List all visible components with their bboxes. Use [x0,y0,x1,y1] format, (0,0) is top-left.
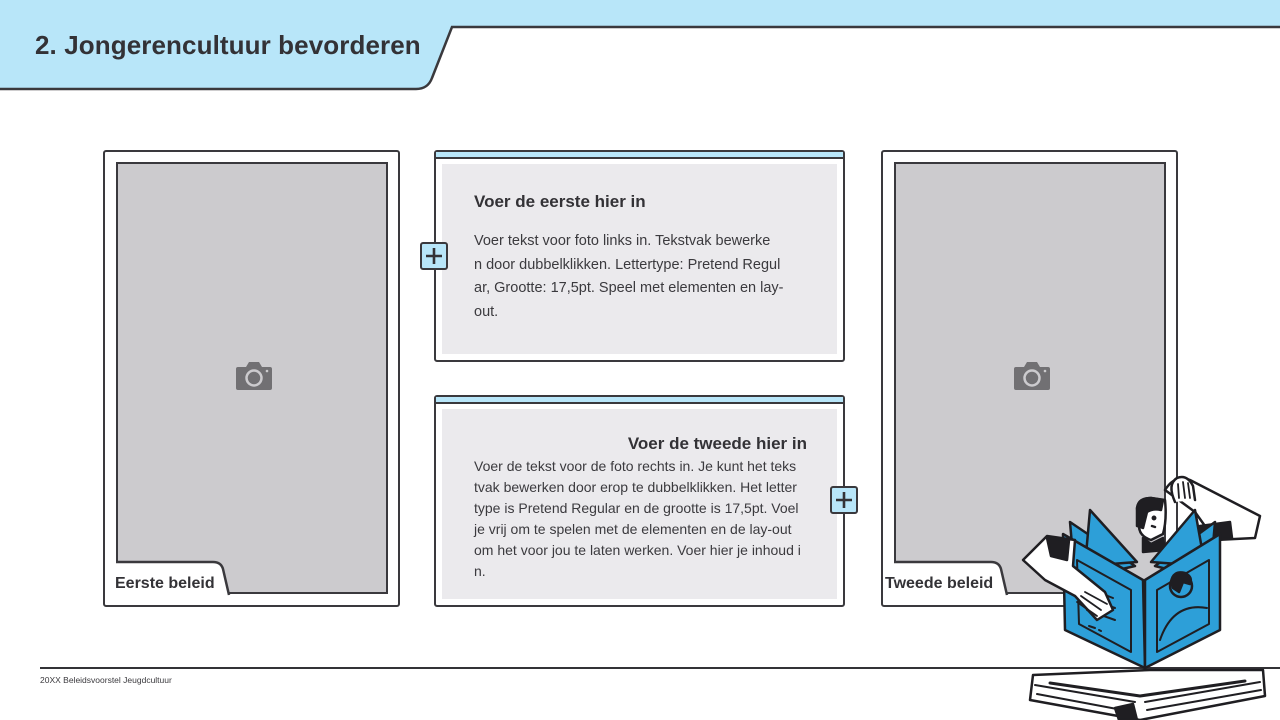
card-body-line: Voer tekst voor foto links in. Tekstvak bewerke [474,233,771,249]
text-card-second[interactable] [434,395,845,607]
card-body[interactable] [474,456,844,582]
card-body-line: n door dubbelklikken. Lettertype: Pretend Regul [474,256,781,273]
card-body-line: tvak bewerken door erop te dubbelklikken. Het letter [474,479,797,495]
add-button-second[interactable] [830,486,858,514]
card-accent-bar [436,152,843,159]
card-body-line: om het voor jou te laten werken. Voer hier je inhoud i [474,542,801,558]
card-accent-bar [436,397,843,404]
card-text-area[interactable] [442,164,837,354]
card-body-line: n. [474,563,486,579]
card-text-area[interactable] [442,409,837,599]
card-title[interactable]: Voer de tweede hier in [627,434,807,453]
card-body-line: type is Pretend Regular en de grootte is 17,5pt. Voel [474,500,799,516]
card-body-line: Voer de tekst voor de foto rechts in. Je kunt het teks [474,458,797,474]
text-card-first[interactable] [434,150,845,362]
footer-text[interactable]: 20XX Beleidsvoorstel Jeugdcultuur [40,675,172,685]
camera-icon[interactable] [235,359,273,391]
camera-icon[interactable] [1013,359,1051,391]
photo-label-left: Eerste beleid [115,575,215,592]
photo-frame-left[interactable] [103,150,400,607]
card-body[interactable] [474,230,834,324]
photo-label-right: Tweede beleid [885,575,994,592]
person-reading-book-illustration [1015,470,1280,720]
card-body-line: out. [474,303,499,320]
plus-icon [425,247,443,265]
card-body-line: ar, Grootte: 17,5pt. Speel met elementen en lay- [474,280,784,296]
plus-icon [835,491,853,509]
card-title[interactable]: Voer de eerste hier in [474,192,646,211]
add-button-first[interactable] [420,242,448,270]
page-title[interactable]: 2. Jongerencultuur bevorderen [35,30,421,60]
card-body-line: je vrij om te spelen met de elementen en de lay-out [474,521,792,537]
